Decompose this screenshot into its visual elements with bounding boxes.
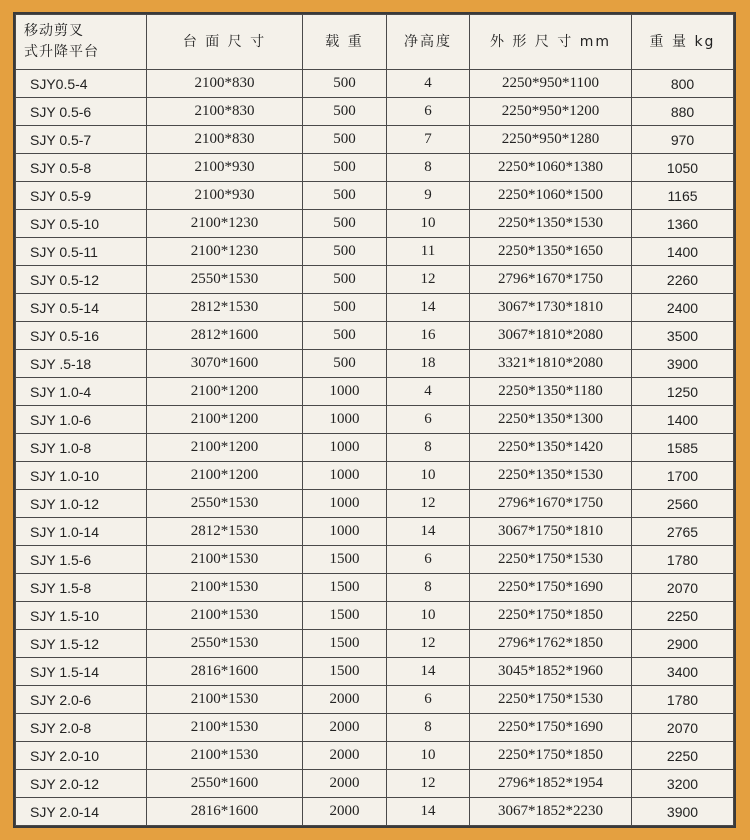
cell-load: 500 — [303, 182, 387, 210]
cell-dimensions: 2796*1670*1750 — [470, 490, 632, 518]
cell-weight: 3900 — [632, 350, 734, 378]
cell-table-size: 2550*1600 — [147, 770, 303, 798]
cell-model: SJY 1.0-10 — [16, 462, 147, 490]
table-row — [16, 462, 734, 490]
cell-clear-height: 12 — [387, 630, 470, 658]
cell-model: SJY 2.0-12 — [16, 770, 147, 798]
cell-clear-height: 14 — [387, 798, 470, 826]
cell-weight: 2070 — [632, 714, 734, 742]
cell-weight: 1050 — [632, 154, 734, 182]
cell-weight: 3900 — [632, 798, 734, 826]
cell-load: 500 — [303, 154, 387, 182]
cell-table-size: 2100*1530 — [147, 574, 303, 602]
table-row — [16, 714, 734, 742]
table-row — [16, 658, 734, 686]
cell-weight: 970 — [632, 126, 734, 154]
cell-model: SJY 1.5-8 — [16, 574, 147, 602]
cell-table-size: 2812*1530 — [147, 518, 303, 546]
cell-weight: 1360 — [632, 210, 734, 238]
cell-load: 1500 — [303, 574, 387, 602]
table-row — [16, 126, 734, 154]
cell-table-size: 2100*1230 — [147, 238, 303, 266]
cell-clear-height: 10 — [387, 602, 470, 630]
cell-model: SJY 0.5-7 — [16, 126, 147, 154]
cell-model: SJY 0.5-14 — [16, 294, 147, 322]
cell-weight: 2260 — [632, 266, 734, 294]
table-row — [16, 182, 734, 210]
cell-dimensions: 2250*1350*1530 — [470, 210, 632, 238]
cell-weight: 1250 — [632, 378, 734, 406]
table-row — [16, 490, 734, 518]
cell-load: 1000 — [303, 462, 387, 490]
cell-table-size: 2100*1200 — [147, 434, 303, 462]
cell-dimensions: 2250*1750*1530 — [470, 546, 632, 574]
cell-load: 500 — [303, 350, 387, 378]
cell-dimensions: 2250*950*1200 — [470, 98, 632, 126]
header-table-size: 台 面 尺 寸 — [147, 15, 303, 70]
table-row — [16, 798, 734, 826]
cell-load: 1500 — [303, 630, 387, 658]
cell-model: SJY 1.0-8 — [16, 434, 147, 462]
cell-model: SJY 0.5-8 — [16, 154, 147, 182]
cell-clear-height: 14 — [387, 294, 470, 322]
cell-weight: 2400 — [632, 294, 734, 322]
cell-dimensions: 2250*1350*1530 — [470, 462, 632, 490]
cell-weight: 2070 — [632, 574, 734, 602]
cell-weight: 3500 — [632, 322, 734, 350]
table-row — [16, 98, 734, 126]
cell-load: 1000 — [303, 434, 387, 462]
table-row — [16, 630, 734, 658]
cell-model: SJY 1.0-12 — [16, 490, 147, 518]
cell-clear-height: 8 — [387, 714, 470, 742]
table-row — [16, 238, 734, 266]
cell-load: 1500 — [303, 546, 387, 574]
cell-load: 500 — [303, 266, 387, 294]
cell-dimensions: 3067*1810*2080 — [470, 322, 632, 350]
cell-clear-height: 14 — [387, 518, 470, 546]
cell-dimensions: 2250*950*1100 — [470, 70, 632, 98]
table-row — [16, 210, 734, 238]
header-model — [16, 15, 147, 70]
cell-load: 1000 — [303, 406, 387, 434]
cell-dimensions: 2250*1060*1380 — [470, 154, 632, 182]
cell-load: 500 — [303, 126, 387, 154]
cell-dimensions: 3321*1810*2080 — [470, 350, 632, 378]
cell-load: 1500 — [303, 602, 387, 630]
table-body — [16, 70, 734, 826]
table-row — [16, 434, 734, 462]
cell-dimensions: 2250*1750*1690 — [470, 714, 632, 742]
cell-load: 1000 — [303, 490, 387, 518]
cell-clear-height: 10 — [387, 462, 470, 490]
cell-clear-height: 6 — [387, 406, 470, 434]
cell-load: 2000 — [303, 742, 387, 770]
cell-clear-height: 6 — [387, 98, 470, 126]
cell-load: 500 — [303, 98, 387, 126]
cell-dimensions: 2250*1350*1420 — [470, 434, 632, 462]
cell-dimensions: 2796*1852*1954 — [470, 770, 632, 798]
cell-weight: 3400 — [632, 658, 734, 686]
cell-table-size: 2100*1530 — [147, 742, 303, 770]
cell-model: SJY 2.0-6 — [16, 686, 147, 714]
cell-clear-height: 6 — [387, 546, 470, 574]
cell-table-size: 3070*1600 — [147, 350, 303, 378]
cell-clear-height: 11 — [387, 238, 470, 266]
cell-load: 2000 — [303, 714, 387, 742]
table-row — [16, 574, 734, 602]
cell-table-size: 2100*1530 — [147, 714, 303, 742]
header-clear-height: 净高度 — [387, 15, 470, 70]
cell-model: SJY 0.5-12 — [16, 266, 147, 294]
cell-model: SJY 2.0-10 — [16, 742, 147, 770]
table-row — [16, 322, 734, 350]
cell-dimensions: 3067*1852*2230 — [470, 798, 632, 826]
cell-model: SJY 1.5-14 — [16, 658, 147, 686]
cell-load: 1500 — [303, 658, 387, 686]
cell-load: 500 — [303, 210, 387, 238]
cell-clear-height: 12 — [387, 490, 470, 518]
cell-table-size: 2812*1600 — [147, 322, 303, 350]
table-row — [16, 378, 734, 406]
cell-weight: 1400 — [632, 406, 734, 434]
cell-load: 1000 — [303, 378, 387, 406]
cell-table-size: 2100*1230 — [147, 210, 303, 238]
table-row — [16, 770, 734, 798]
cell-clear-height: 8 — [387, 574, 470, 602]
table-row — [16, 154, 734, 182]
header-row — [16, 15, 734, 70]
cell-model: SJY 0.5-11 — [16, 238, 147, 266]
cell-weight: 1585 — [632, 434, 734, 462]
header-load: 载 重 — [303, 15, 387, 70]
cell-dimensions: 2250*1350*1650 — [470, 238, 632, 266]
table-row — [16, 266, 734, 294]
cell-dimensions: 3067*1730*1810 — [470, 294, 632, 322]
cell-load: 2000 — [303, 798, 387, 826]
cell-model: SJY 1.0-4 — [16, 378, 147, 406]
cell-clear-height: 14 — [387, 658, 470, 686]
cell-table-size: 2100*1530 — [147, 686, 303, 714]
table-row — [16, 518, 734, 546]
header-weight: 重 量 kg — [632, 15, 734, 70]
cell-weight: 800 — [632, 70, 734, 98]
cell-table-size: 2100*1530 — [147, 602, 303, 630]
cell-load: 500 — [303, 238, 387, 266]
cell-load: 500 — [303, 70, 387, 98]
cell-clear-height: 7 — [387, 126, 470, 154]
cell-load: 500 — [303, 294, 387, 322]
cell-load: 2000 — [303, 686, 387, 714]
cell-load: 500 — [303, 322, 387, 350]
cell-table-size: 2100*1530 — [147, 546, 303, 574]
cell-weight: 1780 — [632, 686, 734, 714]
cell-dimensions: 2250*1750*1850 — [470, 742, 632, 770]
cell-table-size: 2550*1530 — [147, 490, 303, 518]
cell-table-size: 2100*830 — [147, 98, 303, 126]
cell-clear-height: 6 — [387, 686, 470, 714]
cell-model: SJY 0.5-10 — [16, 210, 147, 238]
cell-table-size: 2816*1600 — [147, 798, 303, 826]
cell-model: SJY 0.5-16 — [16, 322, 147, 350]
cell-clear-height: 10 — [387, 210, 470, 238]
cell-clear-height: 8 — [387, 434, 470, 462]
cell-model: SJY 1.5-6 — [16, 546, 147, 574]
cell-table-size: 2100*1200 — [147, 406, 303, 434]
cell-model: SJY 2.0-14 — [16, 798, 147, 826]
cell-model: SJY 1.5-12 — [16, 630, 147, 658]
cell-model: SJY 1.0-6 — [16, 406, 147, 434]
cell-dimensions: 2796*1670*1750 — [470, 266, 632, 294]
cell-clear-height: 16 — [387, 322, 470, 350]
table-row — [16, 294, 734, 322]
cell-clear-height: 8 — [387, 154, 470, 182]
cell-model: SJY0.5-4 — [16, 70, 147, 98]
table-row — [16, 350, 734, 378]
spec-table — [15, 14, 734, 826]
cell-dimensions: 2250*1750*1850 — [470, 602, 632, 630]
cell-dimensions: 2250*1750*1530 — [470, 686, 632, 714]
table-row — [16, 546, 734, 574]
cell-model: SJY 1.0-14 — [16, 518, 147, 546]
cell-clear-height: 12 — [387, 770, 470, 798]
table-row — [16, 406, 734, 434]
cell-weight: 1700 — [632, 462, 734, 490]
cell-clear-height: 10 — [387, 742, 470, 770]
cell-table-size: 2100*830 — [147, 126, 303, 154]
cell-table-size: 2100*930 — [147, 182, 303, 210]
cell-table-size: 2100*830 — [147, 70, 303, 98]
cell-dimensions: 3045*1852*1960 — [470, 658, 632, 686]
cell-table-size: 2100*1200 — [147, 462, 303, 490]
cell-table-size: 2816*1600 — [147, 658, 303, 686]
cell-clear-height: 18 — [387, 350, 470, 378]
cell-dimensions: 2796*1762*1850 — [470, 630, 632, 658]
cell-weight: 2765 — [632, 518, 734, 546]
cell-clear-height: 9 — [387, 182, 470, 210]
cell-weight: 3200 — [632, 770, 734, 798]
cell-load: 1000 — [303, 518, 387, 546]
cell-dimensions: 2250*1060*1500 — [470, 182, 632, 210]
cell-weight: 2560 — [632, 490, 734, 518]
cell-weight: 1400 — [632, 238, 734, 266]
cell-weight: 880 — [632, 98, 734, 126]
cell-model: SJY .5-18 — [16, 350, 147, 378]
cell-weight: 2250 — [632, 602, 734, 630]
header-dimensions: 外 形 尺 寸 mm — [470, 15, 632, 70]
table-row — [16, 602, 734, 630]
cell-weight: 1165 — [632, 182, 734, 210]
cell-clear-height: 4 — [387, 70, 470, 98]
cell-table-size: 2100*930 — [147, 154, 303, 182]
table-row — [16, 70, 734, 98]
cell-table-size: 2550*1530 — [147, 266, 303, 294]
cell-weight: 2250 — [632, 742, 734, 770]
header-model-line2: 式升降平台 — [24, 44, 99, 60]
table-row — [16, 742, 734, 770]
cell-dimensions: 3067*1750*1810 — [470, 518, 632, 546]
cell-clear-height: 4 — [387, 378, 470, 406]
cell-weight: 2900 — [632, 630, 734, 658]
cell-dimensions: 2250*950*1280 — [470, 126, 632, 154]
cell-dimensions: 2250*1350*1300 — [470, 406, 632, 434]
table-row — [16, 686, 734, 714]
header-model-line1: 移动剪叉 — [24, 23, 84, 39]
cell-model: SJY 1.5-10 — [16, 602, 147, 630]
cell-table-size: 2812*1530 — [147, 294, 303, 322]
cell-table-size: 2550*1530 — [147, 630, 303, 658]
cell-clear-height: 12 — [387, 266, 470, 294]
cell-table-size: 2100*1200 — [147, 378, 303, 406]
cell-load: 2000 — [303, 770, 387, 798]
cell-model: SJY 2.0-8 — [16, 714, 147, 742]
spec-table-container — [13, 12, 736, 828]
cell-model: SJY 0.5-6 — [16, 98, 147, 126]
cell-weight: 1780 — [632, 546, 734, 574]
cell-model: SJY 0.5-9 — [16, 182, 147, 210]
cell-dimensions: 2250*1750*1690 — [470, 574, 632, 602]
cell-dimensions: 2250*1350*1180 — [470, 378, 632, 406]
